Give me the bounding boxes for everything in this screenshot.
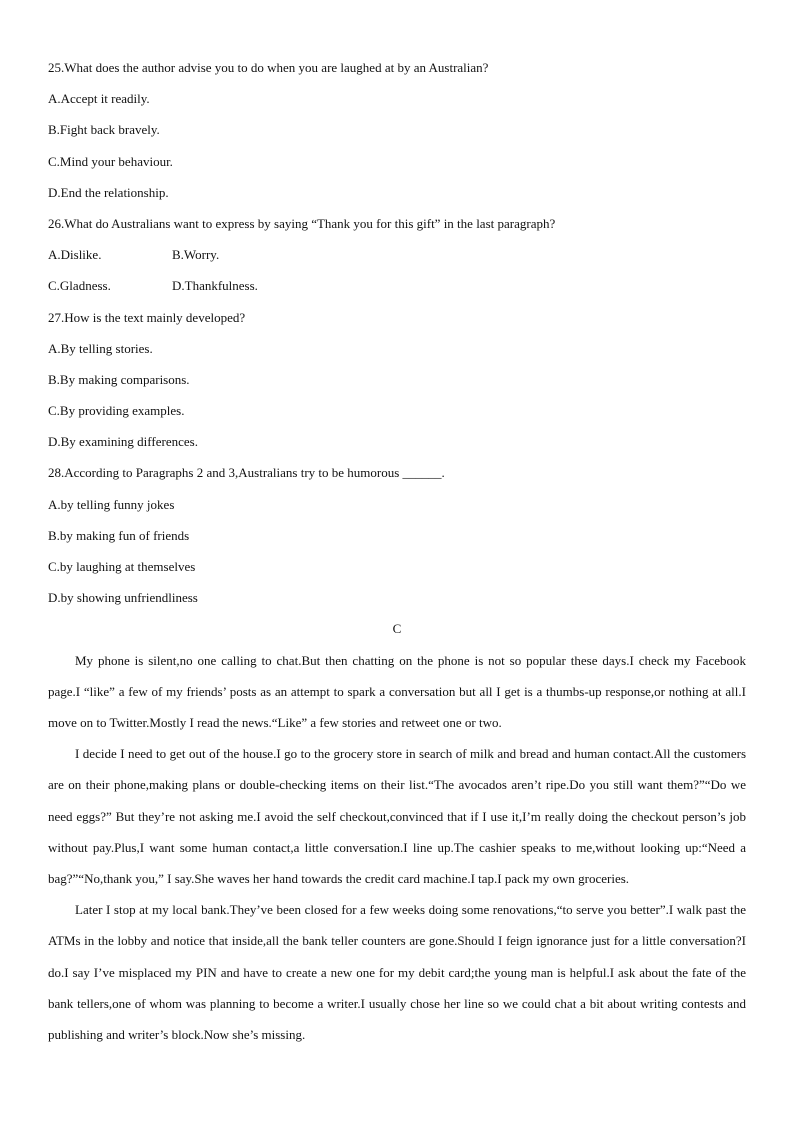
option-c: C.Mind your behaviour. bbox=[48, 153, 173, 169]
question-25 bbox=[48, 52, 746, 208]
option-a: A.Accept it readily. bbox=[48, 91, 150, 107]
option-b: B.by making fun of friends bbox=[48, 527, 190, 543]
option-a: A.Dislike. bbox=[48, 247, 102, 263]
question-stem: 25.What does the author advise you to do when you are laughed at by an Australian? bbox=[48, 60, 489, 75]
paragraph: My phone is silent,no one calling to chat.But then chatting on the phone is not so popular these days.I check my Facebook page.I “like” a few of my friends’ posts as an attempt to spark a conversation but all I get is a thumbs-up response,or nothing at all.I move on to Twitter.Mostly I read the news.“Like” a few stories and retweet one or two. bbox=[48, 652, 746, 730]
question-stem: 28.According to Paragraphs 2 and 3,Australians try to be humorous ______. bbox=[48, 465, 445, 481]
option-d: D.End the relationship. bbox=[48, 184, 169, 200]
paragraph: I decide I need to get out of the house.I go to the grocery store in search of milk and bread and human contact.All the customers are on their phone,making plans or double-checking items on their list.“The avocados aren’t ripe.Do you still want them?”“Do we need eggs?” But they’re not asking me.I avoid the self checkout,convinced that if I use it,I’m really doing the checkout person’s job without pay.Plus,I want some human contact,a little conversation.I line up.The cashier speaks to me,without looking up:“Need a bag?”“No,thank you,” I say.She waves her hand towards the credit card machine.I tap.I pack my own groceries. bbox=[48, 746, 746, 886]
option-a: A.By telling stories. bbox=[48, 340, 153, 356]
question-28 bbox=[48, 457, 746, 613]
option-c: C.by laughing at themselves bbox=[48, 559, 196, 574]
section-heading: C bbox=[392, 621, 402, 637]
paragraph: Later I stop at my local bank.They’ve been closed for a few weeks doing some renovations,“to serve you better”.I walk past the ATMs in the lobby and notice that inside,all the bank teller counters are gone.Should I feign ignorance just for a little conversation?I do.I say I’ve misplaced my PIN and have to create a new one for my debit card;the young man is helpful.I ask about the fate of the bank tellers,one of whom was planning to become a writer.I usually chose her line so we could chat a bit about writing contests and publishing and writer’s block.Now she’s missing. bbox=[48, 902, 746, 1042]
option-a: A.by telling funny jokes bbox=[48, 496, 175, 512]
option-c: C.Gladness. bbox=[48, 278, 111, 294]
option-c: C.By providing examples. bbox=[48, 403, 185, 419]
option-d: D.by showing unfriendliness bbox=[48, 590, 198, 606]
question-stem: 26.What do Australians want to express by saying “Thank you for this gift” in the last paragraph? bbox=[48, 215, 556, 231]
option-row bbox=[48, 239, 746, 270]
option-d: D.By examining differences. bbox=[48, 434, 198, 450]
option-b: B.Fight back bravely. bbox=[48, 122, 160, 138]
option-row bbox=[48, 270, 746, 301]
question-stem: 27.How is the text mainly developed? bbox=[48, 309, 246, 325]
question-26 bbox=[48, 208, 746, 302]
option-b: B.Worry. bbox=[172, 247, 220, 263]
option-b: B.By making comparisons. bbox=[48, 371, 190, 387]
document-page bbox=[48, 52, 746, 1050]
option-d: D.Thankfulness. bbox=[172, 278, 258, 294]
reading-passage bbox=[48, 645, 746, 1051]
question-27 bbox=[48, 302, 746, 458]
